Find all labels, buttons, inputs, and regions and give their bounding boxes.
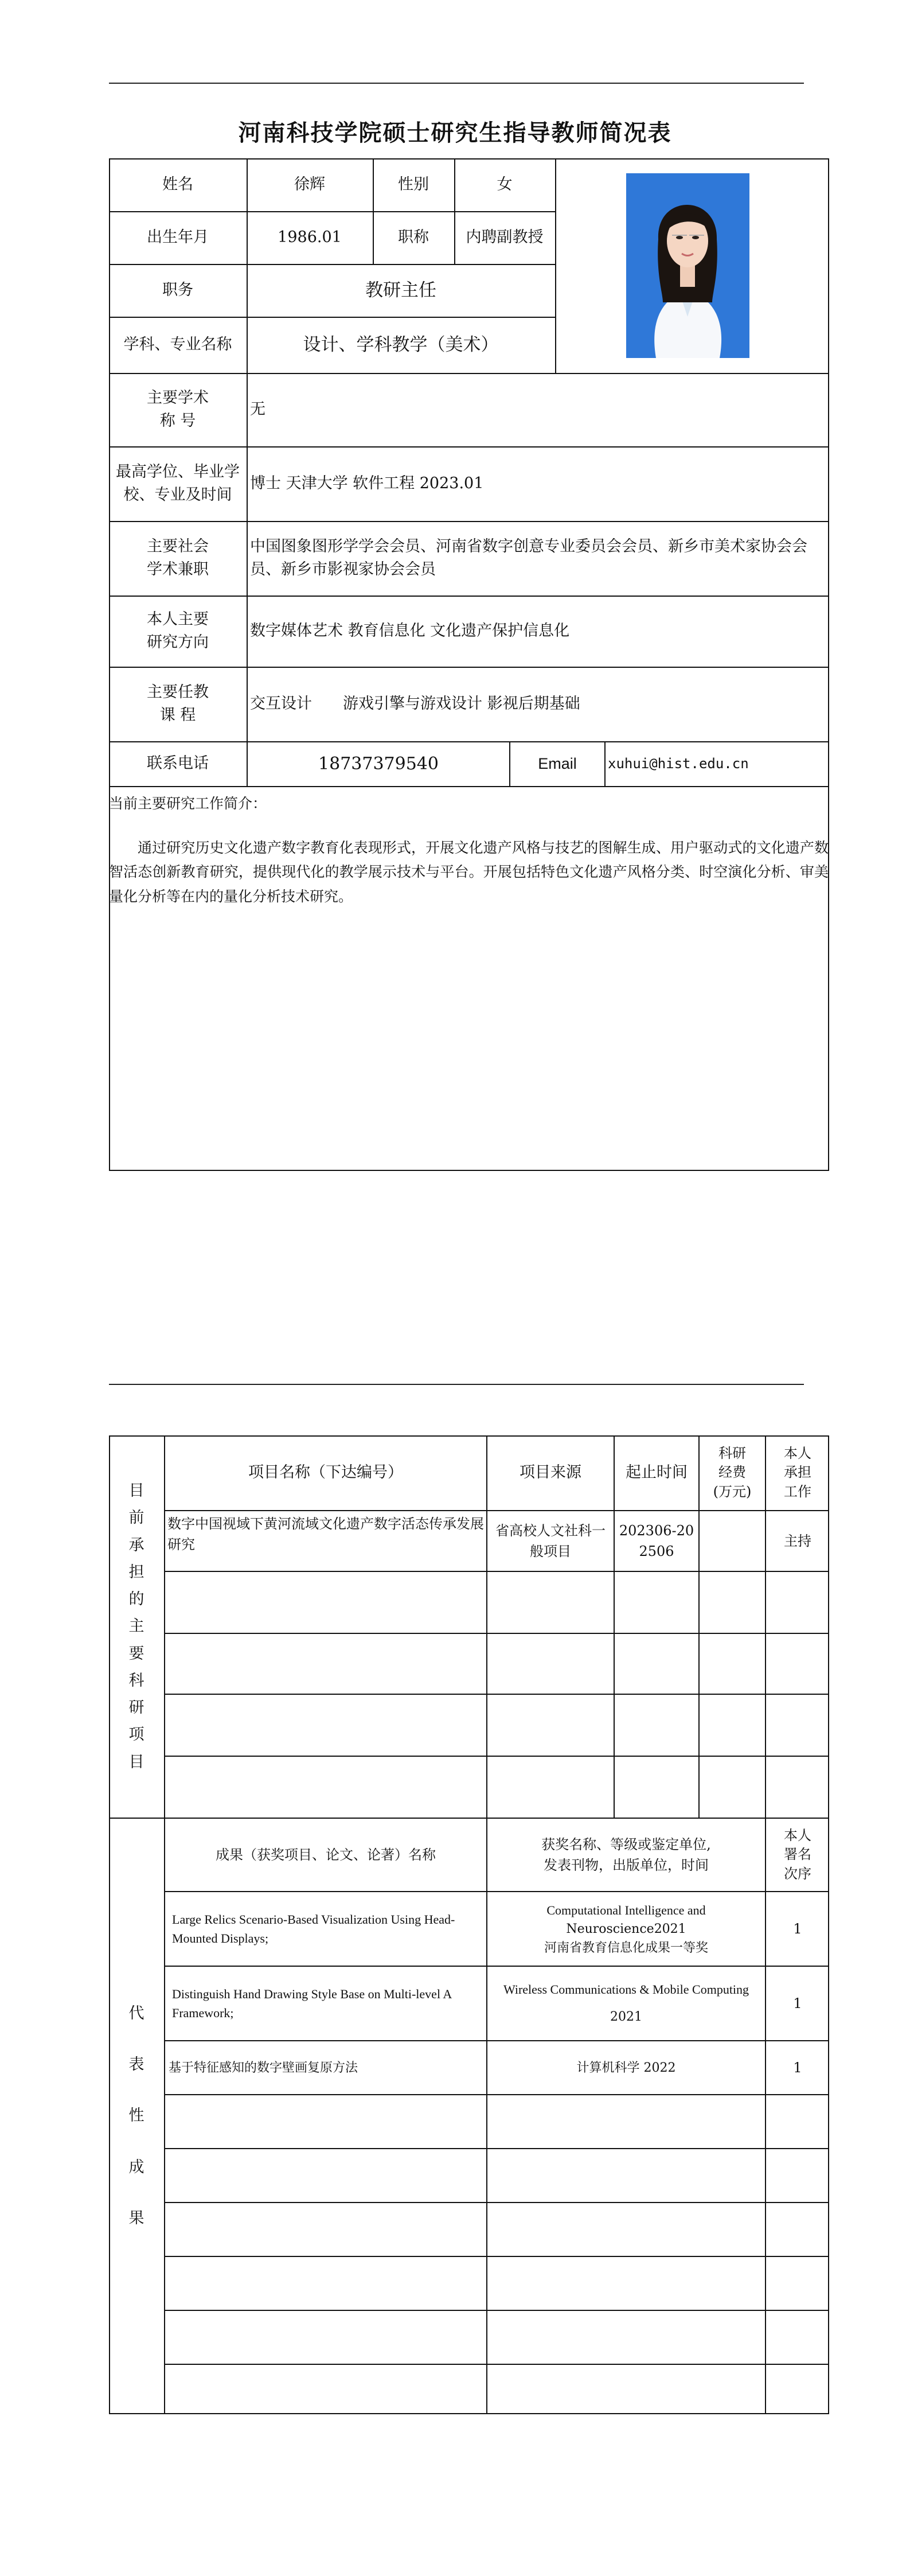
position-label: 职务 [162,281,193,299]
social-label: 主要社会 学术兼职 [147,537,209,578]
projects-side-label: 目 前 承 担 的 主 要 科 研 项 目 [128,1482,144,1771]
courses-value: 交互设计 游戏引擎与游戏设计 影视后期基础 [250,694,580,713]
achievement-row-3-order: 1 [793,2060,802,2076]
achievements-header-venue: 获奖名称、等级或鉴定单位, 发表刊物，出版单位，时间 [541,1836,711,1873]
academic-title-label: 主要学术 称 号 [147,388,209,430]
projects-header-role: 本人 承担 工作 [784,1445,811,1500]
project-row-role: 主持 [784,1533,811,1549]
gender-label: 性别 [398,175,429,193]
gender-value: 女 [497,175,513,193]
portrait-image [626,173,749,358]
achievements-side-label: 代 表 性 成 果 [128,2005,144,2227]
page-title: 河南科技学院硕士研究生指导教师简况表 [238,120,672,146]
name-label: 姓名 [162,175,193,193]
achievement-row-2-venue: Wireless Communications & Mobile Computing 2021 [503,1982,749,2024]
projects-header-name: 项目名称（下达编号） [248,1463,403,1481]
email-label: Email [538,754,577,772]
projects-header-funding: 科研 经费 (万元) [713,1445,752,1500]
project-row-source: 省高校人文社科一般项目 [495,1523,606,1559]
discipline-label: 学科、专业名称 [123,335,232,353]
research-value: 数字媒体艺术 教育信息化 文化遗产保护信息化 [250,621,570,640]
research-intro [109,792,829,909]
achievement-row-1-venue: Computational Intelligence and Neuroscience2021 河南省教育信息化成果一等奖 [544,1902,708,1955]
courses-label: 主要任教 课 程 [147,683,209,724]
projects-header-period: 起止时间 [626,1463,688,1481]
top-rule-page2 [109,1384,804,1385]
projects-header-source: 项目来源 [520,1463,581,1481]
birth-label: 出生年月 [147,228,209,246]
title-label: 职称 [398,228,429,246]
project-row-funding [700,1511,765,1571]
degree-label: 最高学位、毕业学 校、专业及时间 [116,462,240,504]
achievement-row-1-order: 1 [793,1921,802,1937]
intro-text: 通过研究历史文化遗产数字教育化表现形式，开展文化遗产风格与技艺的图解生成、用户驱动式的文化遗产数智活态创新教育研究，提供现代化的教学展示技术与平台。开展包括特色文化遗产风格分类、时空演化分析、审美量化分析等在内的量化分析技术研究。 [109,839,829,905]
phone-label: 联系电话 [147,754,209,772]
email-value: xuhui@hist.edu.cn [608,756,749,772]
achievement-row-2-order: 1 [793,1995,802,2011]
birth-value: 1986.01 [278,228,342,246]
academic-title-value: 无 [250,400,265,418]
achievement-row-3-name: 基于特征感知的数字壁画复原方法 [169,2060,358,2075]
intro-label: 当前主要研究工作简介： [109,795,267,812]
degree-value: 博士 天津大学 软件工程 2023.01 [250,474,484,492]
top-rule-page1 [109,83,804,84]
achievements-header-name: 成果（获奖项目、论文、论著）名称 [216,1847,436,1863]
social-value: 中国图象图形学学会会员、河南省数字创意专业委员会会员、新乡市美术家协会会员、新乡市影视家协会会员 [250,537,807,578]
research-label: 本人主要 研究方向 [147,610,209,651]
achievement-row-1-name: Large Relics Scenario-Based Visualization Using Head-Mounted Displays; [172,1912,455,1945]
name-value: 徐辉 [294,175,325,193]
achievements-header-order: 本人 署名 次序 [784,1827,811,1882]
project-row-name: 数字中国视域下黄河流域文化遗产数字活态传承发展研究 [167,1516,484,1552]
discipline-value: 设计、学科教学（美术） [303,334,499,355]
title-value: 内聘副教授 [466,228,544,246]
achievement-row-3-venue: 计算机科学 2022 [576,2060,676,2075]
project-row-period: 202306-202506 [619,1523,694,1559]
position-value: 教研主任 [365,279,436,301]
phone-value: 18737379540 [318,753,439,774]
achievement-row-2-name: Distinguish Hand Drawing Style Base on Multi-level A Framework; [172,1987,452,2020]
profile-photo [626,173,749,358]
